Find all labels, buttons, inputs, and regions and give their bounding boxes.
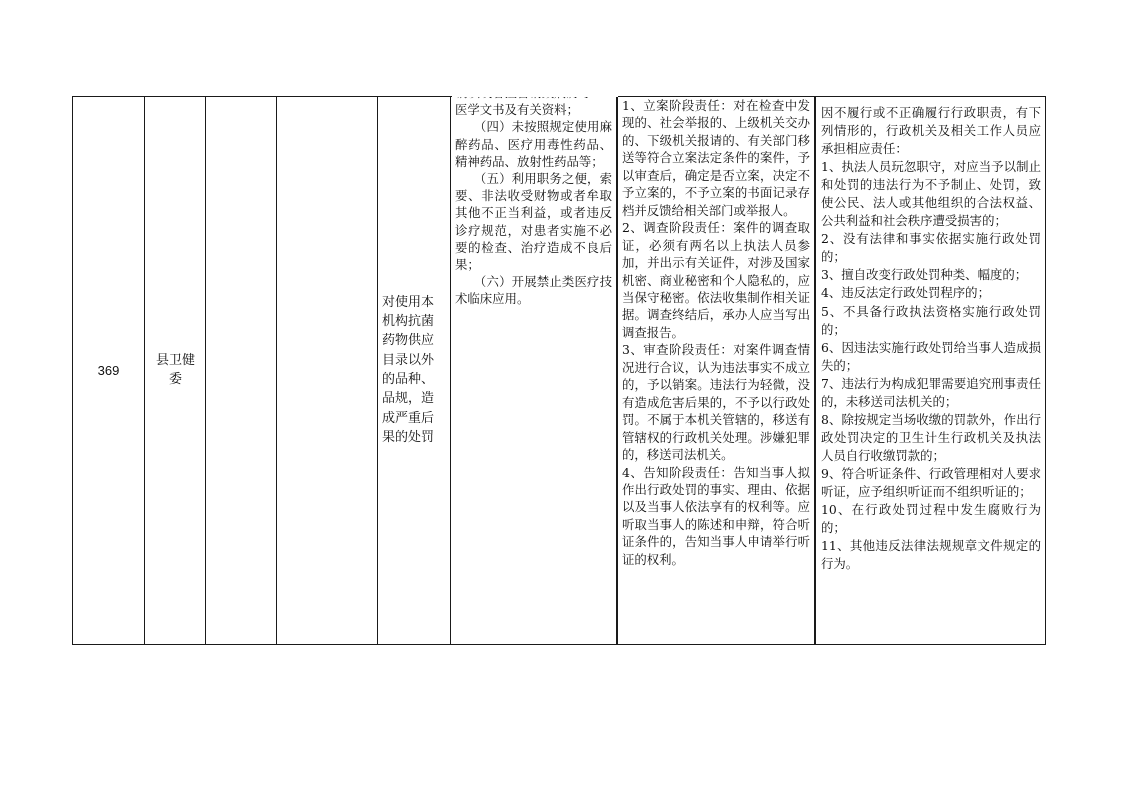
responsibility-item: 1、立案阶段责任：对在检查中发现的、社会举报的、上级机关交办的、下级机关报请的、有关部门移送等符合立案法定条件的案件，予以审查后，确定是否立案，决定不予立案的，不予立案的书面记录存档并反馈给相关部门或举报人。	[622, 98, 810, 218]
responsibility-item: 4、告知阶段责任：告知当事人拟作出行政处罚的事实、理由、依据以及当事人依法享有的权利等。应听取当事人的陈述和申辩，符合听证条件的，告知当事人申请举行听证的权利。	[622, 464, 810, 567]
empty-cell	[278, 97, 377, 643]
accountability-item: 4、违反法定行政处罚程序的；	[821, 285, 990, 301]
column-divider	[616, 96, 618, 645]
row-number-cell	[73, 97, 144, 643]
accountability-item: 7、违法行为构成犯罪需要追究刑事责任的，未移送司法机关的；	[821, 375, 1041, 409]
accountability-item: 6、因违法实施行政处罚给当事人造成损失的；	[821, 339, 1041, 373]
accountability-item: 8、除按规定当场收缴的罚款外，作出行政处罚决定的卫生计生行政机关及执法人员自行收缴罚款的；	[821, 411, 1041, 463]
responsibility-item: 3、审查阶段责任：对案件调查情况进行合议，认为违法事实不成立的，予以销案。违法行为轻微，没有造成危害后果的，不予以行政处罚。不属于本机关管辖的，移送有管辖权的行政机关处理。涉嫌犯罪的，移送司法机关。	[622, 342, 810, 463]
accountability-item: 11、其他违反法律法规规章文件规定的行为。	[821, 538, 1041, 572]
accountability-item: 1、执法人员玩忽职守，对应当予以制止和处罚的违法行为不予制止、处罚，致使公民、法人或其他组织的合法权益、公共利益和社会秩序遭受损害的；	[821, 159, 1041, 229]
accountability-item: 9、符合听证条件、行政管理相对人要求听证，应予组织听证而不组织听证的；	[821, 465, 1041, 499]
accountability-item: 10、在行政处罚过程中发生腐败行为的；	[821, 502, 1041, 536]
legal-basis-cell	[452, 84, 615, 643]
empty-cell	[206, 97, 276, 643]
department-name: 县卫健委	[155, 353, 195, 387]
legal-basis-line: （四）未按照规定使用麻醉药品、医疗用毒性药品、精神药品、放射性药品等；	[455, 119, 612, 169]
accountability-cell	[818, 104, 1044, 650]
accountability-item: 2、没有法律和事实依据实施行政处罚的；	[821, 231, 1041, 265]
accountability-item: 3、擅自改变行政处罚种类、幅度的；	[821, 267, 1028, 283]
legal-basis-line: （五）利用职务之便，索要、非法收受财物或者牟取其他不正当利益，或者违反诊疗规范，对患者实施不必要的检查、治疗造成不良后果；	[455, 171, 612, 273]
accountability-item: 5、不具备行政执法资格实施行政处罚的；	[821, 303, 1041, 337]
item-name-cell	[378, 97, 449, 643]
accountability-item: 因不履行或不正确履行行政职责，有下列情形的，行政机关及相关工作人员应承担相应责任：	[821, 105, 1041, 157]
legal-basis-line: （六）开展禁止类医疗技术临床应用。	[455, 274, 612, 307]
responsibility-cell	[619, 97, 813, 643]
column-divider	[450, 96, 451, 645]
responsibility-item: 2、调查阶段责任：案件的调查取证，必须有两名以上执法人员参加，并出示有关证件，对涉及国家机密、商业秘密和个人隐私的，应当保守秘密。依法收集制作相关证据。调查终结后，承办人应当写出调查报告。	[622, 220, 810, 340]
department-cell	[146, 97, 205, 643]
cell-clip-mask	[452, 80, 618, 97]
item-name: 对使用本机构抗菌药物供应目录以外的品种、品规，造成严重后果的处罚	[382, 294, 435, 445]
column-divider	[144, 96, 145, 645]
row-number: 369	[97, 362, 120, 378]
legal-basis-line: 医学文书及有关资料；	[455, 102, 579, 118]
column-divider	[276, 96, 277, 645]
column-divider	[814, 96, 816, 645]
